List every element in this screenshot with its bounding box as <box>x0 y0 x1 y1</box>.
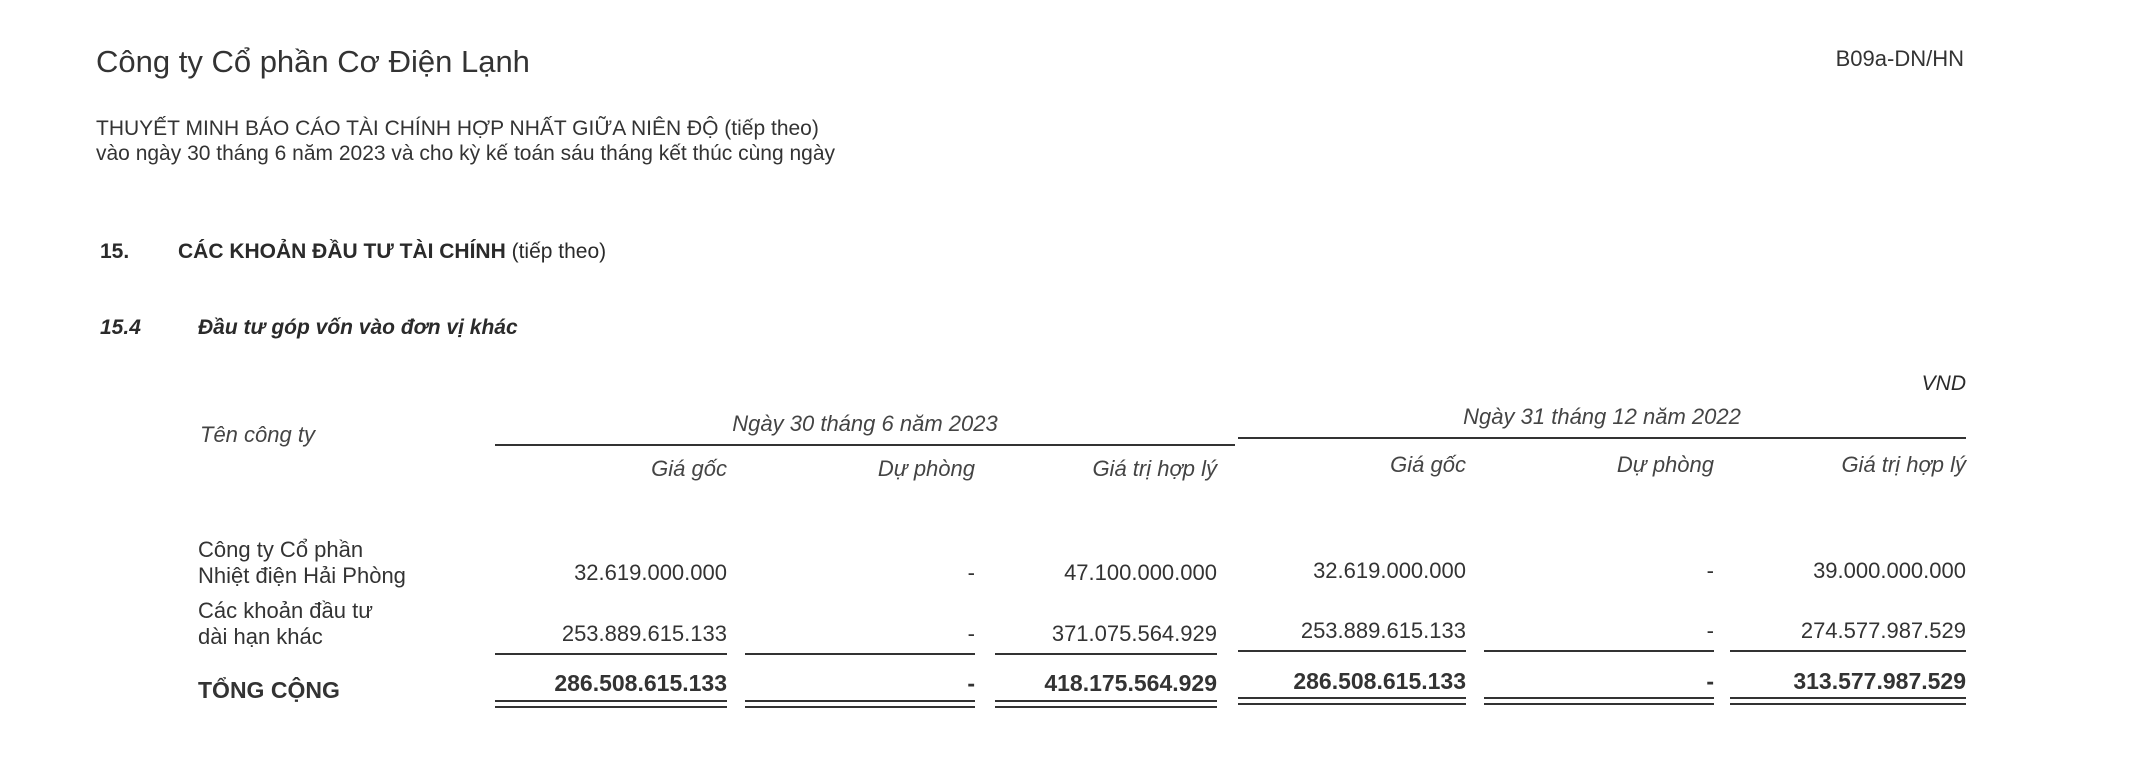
total-double-rule <box>1238 697 1466 705</box>
row-name-line-1: Các khoản đầu tư <box>198 598 373 623</box>
report-subtitle <box>96 116 835 166</box>
table-cell: 32.619.000.000 <box>1313 558 1466 583</box>
total-double-rule <box>1730 697 1966 705</box>
subsection-title: Đầu tư góp vốn vào đơn vị khác <box>198 316 518 339</box>
subtitle-line-1: THUYẾT MINH BÁO CÁO TÀI CHÍNH HỢP NHẤT GIỮA NIÊN ĐỘ (tiếp theo) <box>96 117 819 140</box>
total-double-rule <box>495 700 727 708</box>
section-title-bold: CÁC KHOẢN ĐẦU TƯ TÀI CHÍNH <box>178 240 506 263</box>
table-cell: - <box>1706 558 1714 583</box>
subtotal-rule <box>495 653 727 655</box>
table-cell: 253.889.615.133 <box>1300 618 1466 643</box>
table-row-name <box>198 537 406 589</box>
total-double-rule <box>745 700 975 708</box>
section-title <box>178 240 606 264</box>
total-cell: 286.508.615.133 <box>554 670 727 696</box>
table-cell: 39.000.000.000 <box>1813 558 1966 583</box>
col-header-fair-value-2022: Giá trị hợp lý <box>1841 452 1966 477</box>
table-cell: 274.577.987.529 <box>1800 618 1966 643</box>
form-code: B09a-DN/HN <box>1835 46 1964 71</box>
table-cell: 371.075.564.929 <box>1051 621 1217 646</box>
subtotal-rule <box>1730 650 1966 652</box>
table-cell: - <box>967 621 975 646</box>
col-header-fair-value-2023: Giá trị hợp lý <box>1092 456 1217 481</box>
section-number: 15. <box>100 240 130 263</box>
subsection-number: 15.4 <box>100 316 141 339</box>
table-cell: 47.100.000.000 <box>1064 560 1217 585</box>
company-name: Công ty Cổ phần Cơ Điện Lạnh <box>96 44 530 79</box>
table-cell: 32.619.000.000 <box>574 560 727 585</box>
table-cell: 253.889.615.133 <box>561 621 727 646</box>
col-header-provision-2022: Dự phòng <box>1616 452 1714 477</box>
subtotal-rule <box>995 653 1217 655</box>
table-cell: - <box>967 560 975 585</box>
total-cell: - <box>1706 668 1714 694</box>
section-title-suffix: (tiếp theo) <box>505 240 607 263</box>
period-underline-2023 <box>495 444 1235 446</box>
total-label: TỔNG CỘNG <box>198 677 340 703</box>
period-header-2023: Ngày 30 tháng 6 năm 2023 <box>732 411 998 436</box>
subtotal-rule <box>1484 650 1714 652</box>
subtotal-rule <box>1238 650 1466 652</box>
period-underline-2022 <box>1238 437 1966 439</box>
period-header-2022: Ngày 31 tháng 12 năm 2022 <box>1463 404 1741 429</box>
currency-unit: VND <box>1921 372 1966 395</box>
total-cell: 418.175.564.929 <box>1044 670 1217 696</box>
row-name-line-2: Nhiệt điện Hải Phòng <box>198 563 406 588</box>
total-double-rule <box>1484 697 1714 705</box>
col-header-provision-2023: Dự phòng <box>877 456 975 481</box>
total-cell: 313.577.987.529 <box>1793 668 1966 694</box>
total-double-rule <box>995 700 1217 708</box>
col-header-cost-2023: Giá gốc <box>651 456 727 481</box>
total-cell: 286.508.615.133 <box>1293 668 1466 694</box>
table-cell: - <box>1706 618 1714 643</box>
row-name-line-2: dài hạn khác <box>198 624 323 649</box>
row-name-line-1: Công ty Cổ phần <box>198 537 364 562</box>
col-header-cost-2022: Giá gốc <box>1390 452 1466 477</box>
company-column-header: Tên công ty <box>200 422 315 447</box>
table-row-name <box>198 598 373 650</box>
subtotal-rule <box>745 653 975 655</box>
subtitle-line-2: vào ngày 30 tháng 6 năm 2023 và cho kỳ kế toán sáu tháng kết thúc cùng ngày <box>96 142 836 165</box>
total-cell: - <box>967 670 975 696</box>
